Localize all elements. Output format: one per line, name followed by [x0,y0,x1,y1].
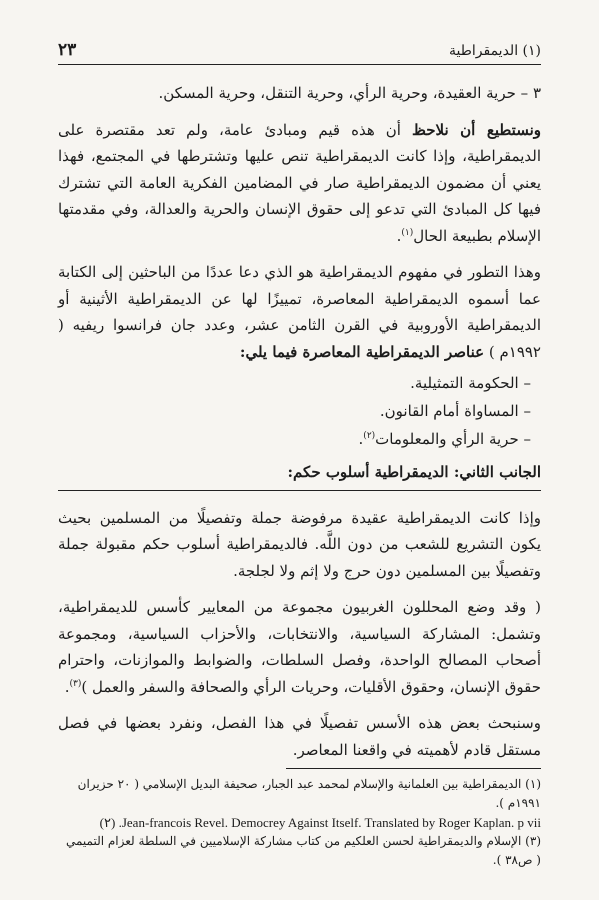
paragraph-development [58,259,541,365]
bold-phrase: عناصر الديمقراطية المعاصرة فيما يلي: [239,342,485,361]
footnote-divider [286,768,541,769]
list-item: – الحكومة التمثيلية. [410,374,531,392]
footnote-ref-2[interactable]: (٢) [363,431,376,441]
running-title: (١) الديمقراطية [449,43,541,59]
footnote-3: (٣) الإسلام والديمقراطية لحسن العلكيم من كتاب مشاركة الإسلاميين في السلطة لعزام التميمي ( ص٣٨ ). [65,834,541,868]
paragraph-observation: ونستطيع أن نلاحظ أن هذه قيم ومبادئ عامة، ولم تعد مقتصرة على الديمقراطية، وإذا كانت الديمقراطية تنص عليها وتشترطها في المجتمع، فهذا يعني أن مضمون الديمقراطية صار في المضامين الفكرية العامة التي تشترك فيها كل المبادئ التي تدعو إلى حقوق الإنسان والحرية والعدالة، وفي مقدمتها الإسلام بطبيعة الحال$^{(١)}$. [58,120,541,245]
paragraph-governance: وإذا كانت الديمقراطية عقيدة مرفوضة جملة وتفصيلًا من المسلمين بحيث يكون التشريع للشعب من دون اللَّه. فالديمقراطية أسلوب حكم مقبولة جملة وتفصيلًا بين المسلمين دون حرج ولا إثم ولا لجلجة. [58,508,541,580]
list-item-text: – حرية الرأي والمعلومات [375,430,531,448]
footnote-1: (١) الديمقراطية بين العلمانية والإسلام لمحمد عبد الجبار، صحيفة البديل الإسلامي ( ٢٠ حزيران ١٩٩١م ). [77,777,541,811]
paragraph-text: أن هذه قيم ومبادئ عامة، ولم تعد مقتصرة على الديمقراطية، وإذا كانت الديمقراطية تنص عليها وتشترطها في المجتمع، فهذا يعني أن مضمون الديمقراطية صار في المضامين الفكرية العامة التي تشترك فيها كل المبادئ التي تدعو إلى حقوق الإنسان والحرية والعدالة، وفي مقدمتها الإسلام بطبيعة الحال [58,120,541,245]
footnote-ref-1[interactable]: (١) [401,227,414,238]
footnotes [58,768,541,870]
paragraph-text: وهذا التطور في مفهوم الديمقراطية هو الذي دعا عددًا من الباحثين إلى الكتابة عما أسموه الديمقراطية المعاصرة، تمييزًا لها عن الديمقراطية الأثينية أو الديمقراطية الأوروبية في القرن الثامن عشر، وعدد جان فرانسوا ريفيه ( ١٩٩٢م ) [58,263,541,361]
paragraph-criteria: ( وقد وضع المحللون الغربيون مجموعة من المعايير كأسس للديمقراطية، وتشمل: المشاركة السياسية، والانتخابات، والأحزاب السياسية، ومجموعة أصحاب المصالح الواحدة، وفصل السلطات، والضوابط والموازنات، واحترام حقوق الإنسان، وحقوق الأقليات، وحريات الرأي والصحافة والسفر والعمل )$^{(٣)}$. [58,598,541,696]
paragraph-conclusion: وسنبحث بعض هذه الأسس تفصيلًا في هذا الفصل، ونفرد بعضها في فصل مستقل قادم لأهميته في واقعنا المعاصر. [58,714,541,759]
bold-lead-in: ونستطيع أن نلاحظ [412,120,541,139]
section-heading-wrapper [58,453,541,491]
page-body [58,80,541,763]
footnote-ref-3[interactable]: (٣) [69,678,82,689]
list-item: – حرية الرأي والمعلومات$^{(٢)}$. [358,430,531,448]
section-heading: الجانب الثاني: الديمقراطية أسلوب حكم: [287,463,541,481]
page-header [58,40,541,65]
paragraph-text: ( وقد وضع المحللون الغربيون مجموعة من المعايير كأسس للديمقراطية، وتشمل: المشاركة السياسية، والانتخابات، والأحزاب السياسية، ومجموعة أصحاب المصالح الواحدة، وفصل السلطات، والضوابط والموازنات، واحترام حقوق الإنسان، وحقوق الأقليات، وحريات الرأي والصحافة والسفر والعمل ) [58,598,541,696]
footnote-2: Jean-francois Revel. Democrey Against Itself. Translated by Roger Kaplan. p vii. (٢) [99,815,541,831]
paragraph-freedoms: ٣ – حرية العقيدة، وحرية الرأي، وحرية التنقل، وحرية المسكن. [158,84,541,102]
page-number: ٢٣ [58,40,77,60]
elements-list [58,369,541,453]
list-item: – المساواة أمام القانون. [379,402,531,420]
